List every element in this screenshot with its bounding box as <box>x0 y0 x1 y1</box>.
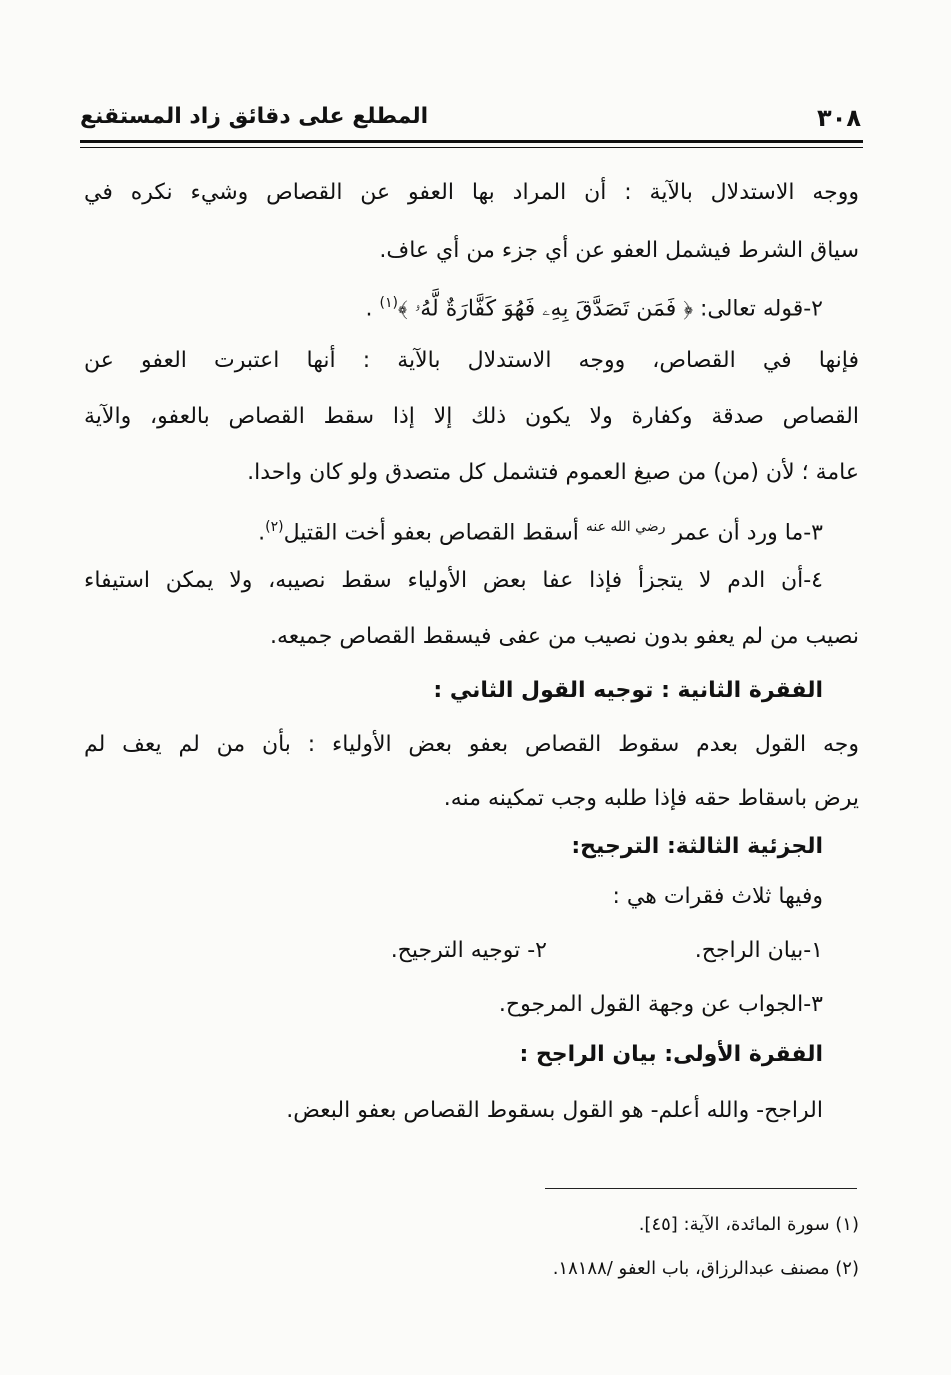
section-heading <box>433 676 823 706</box>
footnote-separator <box>545 1188 857 1189</box>
running-header <box>80 104 861 140</box>
page-number: ٣٠٨ <box>817 104 861 132</box>
text-line: ٤-أن الدم لا يتجزأ فإذا عفا بعض الأولياء سقط نصيبه، ولا يمكن استيفاء <box>84 568 823 593</box>
heading-text: الفقرة الأولى: بيان الراجح : <box>519 1042 823 1067</box>
line-end: . <box>258 520 266 546</box>
text-line: القصاص صدقة وكفارة ولا يكون ذلك إلا إذا سقط القصاص بالعفو، والآية <box>84 404 859 429</box>
line-end: . <box>365 296 373 322</box>
section-heading <box>571 832 823 862</box>
text-line <box>258 512 823 548</box>
text-line: فإنها في القصاص، ووجه الاستدلال بالآية : أنها اعتبرت العفو عن <box>84 348 859 373</box>
text-line: عامة ؛ لأن (من) من صيغ العموم فتشمل كل متصدق ولو كان واحدا. <box>247 460 859 485</box>
text-segment: ٣-ما ورد أن عمر <box>672 520 823 546</box>
heading-text: الفقرة الثانية : توجيه القول الثاني : <box>433 678 823 703</box>
text-line: وجه القول بعدم سقوط القصاص بعفو بعض الأولياء : بأن من لم يعف لم <box>84 732 859 757</box>
book-title: المطلع على دقائق زاد المستقنع <box>80 104 429 129</box>
footnote-ref: (١) <box>379 295 398 311</box>
text-line: الراجح- والله أعلم- هو القول بسقوط القصاص بعفو البعض. <box>286 1098 823 1123</box>
footnote: (٢) مصنف عبدالرزاق، باب العفو /١٨١٨٨. <box>552 1258 859 1279</box>
text-line: يرض باسقاط حقه فإذا طلبه وجب تمكينه منه. <box>443 786 859 811</box>
text-line: سياق الشرط فيشمل العفو عن أي جزء من أي عاف. <box>379 238 859 263</box>
list-item: ١-بيان الراجح. <box>694 938 823 963</box>
header-rule-thick <box>80 140 863 143</box>
text-line: وفيها ثلاث فقرات هي : <box>612 884 823 909</box>
header-rule-thin <box>80 147 863 148</box>
footnote: (١) سورة المائدة، الآية: [٤٥]. <box>638 1214 859 1235</box>
list-item: ٣-الجواب عن وجهة القول المرجوح. <box>498 992 823 1017</box>
quran-verse: ﴿ فَمَن تَصَدَّقَ بِهِۦ فَهُوَ كَفَّارَةٌ لَّهُۥ ﴾ <box>397 296 693 322</box>
point-label: ٢-قوله تعالى: <box>699 296 823 322</box>
footnote-ref: (٢) <box>265 519 284 535</box>
section-heading <box>519 1040 823 1070</box>
heading-text: الجزئية الثالثة: الترجيح: <box>571 834 823 859</box>
text-line <box>366 288 824 324</box>
text-line: نصيب من لم يعفو بدون نصيب من عفى فيسقط القصاص جميعه. <box>270 624 859 649</box>
text-line: ووجه الاستدلال بالآية : أن المراد بها العفو عن القصاص وشيء نكره في <box>84 180 859 205</box>
list-item: ٢- توجيه الترجيح. <box>390 938 547 963</box>
text-segment: أسقط القصاص بعفو أخت القتيل <box>283 520 579 546</box>
honorific: رضي الله عنه <box>585 519 666 535</box>
